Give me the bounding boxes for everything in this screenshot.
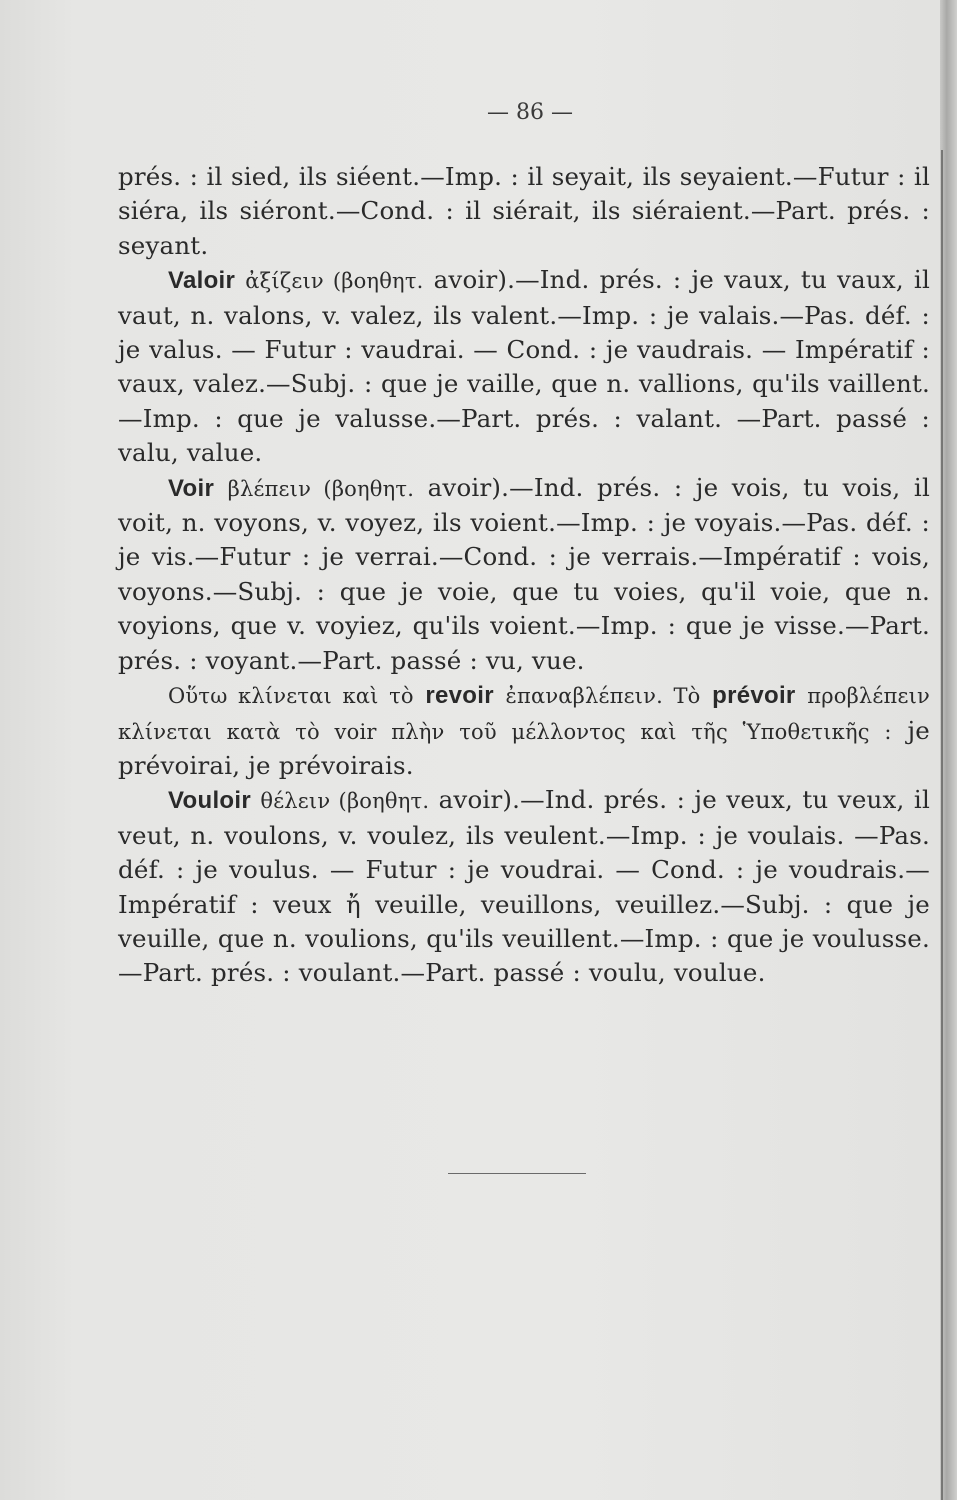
section-divider: [448, 1173, 586, 1174]
greek-note-start: Οὕτω κλίνεται καὶ τὸ: [168, 684, 414, 709]
greek-gloss-vouloir: θέλειν (βοηθητ.: [260, 789, 430, 814]
page-number: — 86 —: [487, 100, 573, 125]
page-text: [118, 160, 930, 991]
paragraph-voir: [118, 471, 930, 678]
paragraph-seoir-tail: prés. : il sied, ils siéent.—Imp. : il seyait, ils seyaient.—Futur : il siéra, ils siéront.—Cond. : il siérait, ils siéraient.—Part. prés. : seyant.: [118, 162, 930, 260]
verb-heading-revoir: revoir: [425, 682, 494, 710]
paragraph-vouloir: [118, 783, 930, 990]
conjugation-voir: avoir).—Ind. prés. : je vois, tu vois, il voit, n. voyons, v. voyez, ils voient.—Imp. : je voyais.—Pas. déf. : je vis.—Futur : je verrai.—Cond. : je verrais.—Impératif : vois, voyons.—Subj. : que je voie, que tu voies, qu'il voie, que n. voyions, que v. voyiez, qu'ils voient.—Imp. : que je visse.—Part. prés. : voyant.—Part. passé : vu, vue.: [118, 472, 930, 675]
greek-note-mid: ἐπαναβλέπειν. Τὸ: [505, 684, 701, 709]
page-edge-line: [941, 150, 943, 1500]
paragraph-valoir: [118, 263, 930, 470]
greek-note-end: προβλέπειν κλίνεται κατὰ τὸ voir πλὴν τοῦ μέλλοντος καὶ τῆς Ὑποθετικῆς :: [118, 684, 930, 744]
conjugation-prevoir: je prévoirai, je prévoirais.: [118, 715, 930, 780]
paragraph-revoir-prevoir: [118, 678, 930, 783]
verb-heading-valoir: Valoir: [168, 267, 236, 295]
verb-heading-vouloir: Vouloir: [168, 787, 251, 815]
conjugation-vouloir: avoir).—Ind. prés. : je veux, tu veux, il veut, n. voulons, v. voulez, ils veulent.—Imp. : je voulais. —Pas. déf. : je voulus. — Futur : je voudrai. — Cond. : je voudrais.—Impératif : veux ἤ veuille, veuillons, veuillez.—Subj. : que je veuille, que n. voulions, qu'ils veuillent.—Imp. : que je voulusse.—Part. prés. : voulant.—Part. passé : voulu, voulue.: [118, 785, 930, 988]
verb-heading-voir: Voir: [168, 474, 215, 502]
verb-heading-prevoir: prévoir: [712, 682, 796, 710]
conjugation-valoir: avoir).—Ind. prés. : je vaux, tu vaux, il vaut, n. valons, v. valez, ils valent.—Imp. : je valais.—Pas. déf. : je valus. — Futur : vaudrai. — Cond. : je vaudrais. — Impératif : vaux, valez.—Subj. : que je vaille, que n. vallions, qu'ils vaillent.—Imp. : que je valusse.—Part. prés. : valant. —Part. passé : valu, value.: [118, 265, 930, 468]
greek-gloss-valoir: ἀξίζειν (βοηθητ.: [245, 269, 424, 294]
greek-gloss-voir: βλέπειν (βοηθητ.: [227, 476, 415, 501]
